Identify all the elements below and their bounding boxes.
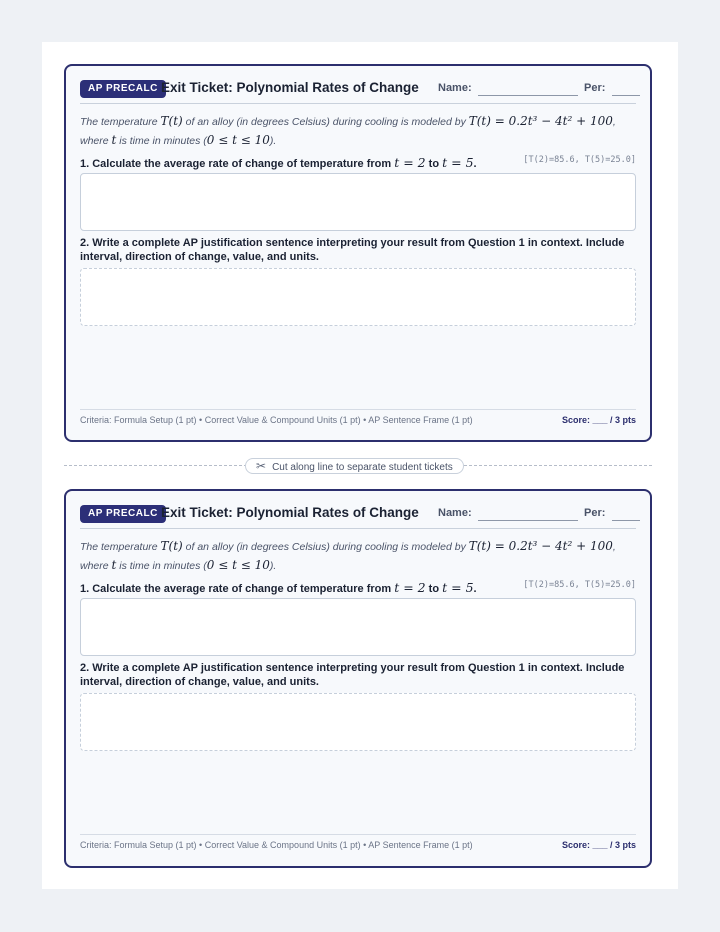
header-divider: [80, 103, 636, 104]
question-2: 2. Write a complete AP justification sentence interpreting your result from Question 1 in context. Include interval, direction of change, value, and units.: [80, 662, 625, 688]
question-1-text: .: [473, 583, 477, 595]
exit-ticket-1: [64, 64, 652, 442]
values-hint: [T(2)=85.6, T(5)=25.0]: [523, 155, 636, 165]
question-1-text: 1. Calculate the average rate of change of temperature from: [80, 158, 395, 170]
exit-ticket-2: [64, 489, 652, 868]
prompt-text: ).: [269, 135, 277, 147]
problem-prompt: [80, 537, 636, 575]
values-hint: [T(2)=85.6, T(5)=25.0]: [523, 580, 636, 590]
question-1-answer-box[interactable]: [80, 598, 636, 656]
question-2-answer-box[interactable]: [80, 268, 636, 326]
question-1-text: to: [425, 583, 443, 595]
footer-divider: [80, 409, 636, 410]
prompt-text: The temperature: [80, 541, 161, 553]
scissors-icon: ✂: [256, 459, 267, 473]
prompt-text: The temperature: [80, 116, 161, 128]
footer-divider: [80, 834, 636, 835]
prompt-text: is time in minutes (: [116, 560, 207, 572]
question-1-text: .: [473, 158, 477, 170]
question-2: 2. Write a complete AP justification sentence interpreting your result from Question 1 in context. Include interval, direction of change, value, and units.: [80, 237, 625, 263]
grading-criteria: Criteria: Formula Setup (1 pt) • Correct Value & Compound Units (1 pt) • AP Sentence Frame (1 pt): [80, 840, 473, 850]
score-line: Score: ___ / 3 pts: [561, 840, 636, 850]
worksheet-page: [42, 42, 678, 889]
course-badge: AP PRECALC: [80, 80, 166, 98]
period-blank[interactable]: [612, 520, 640, 521]
name-label: Name:: [438, 507, 472, 519]
course-badge: AP PRECALC: [80, 505, 166, 523]
name-blank[interactable]: [478, 95, 578, 96]
prompt-text: ).: [269, 560, 277, 572]
ticket-title: Exit Ticket: Polynomial Rates of Change: [161, 505, 419, 520]
problem-prompt: [80, 112, 636, 150]
model-equation: T(t) = 0.2t³ − 4t² + 100: [468, 114, 613, 128]
cut-instruction: [245, 458, 464, 474]
ticket-header: [80, 79, 636, 101]
prompt-text: is time in minutes (: [116, 135, 207, 147]
question-1-text: to: [425, 158, 443, 170]
variable-t: t: [111, 133, 117, 147]
prompt-text: of an alloy (in degrees Celsius) during cooling is modeled by: [182, 541, 469, 553]
function-notation: T(t): [160, 114, 183, 128]
variable-t: t: [111, 558, 117, 572]
header-divider: [80, 528, 636, 529]
score-line: Score: ___ / 3 pts: [561, 415, 636, 425]
interval-end: t = 5: [442, 155, 474, 170]
interval-start: t = 2: [394, 155, 426, 170]
domain-inequality: 0 ≤ t ≤ 10: [206, 133, 270, 147]
interval-start: t = 2: [394, 580, 426, 595]
name-label: Name:: [438, 82, 472, 94]
domain-inequality: 0 ≤ t ≤ 10: [206, 558, 270, 572]
period-label: Per:: [584, 82, 606, 94]
question-1: [80, 155, 477, 170]
model-equation: T(t) = 0.2t³ − 4t² + 100: [468, 539, 613, 553]
name-blank[interactable]: [478, 520, 578, 521]
period-blank[interactable]: [612, 95, 640, 96]
question-1: [80, 580, 477, 595]
period-label: Per:: [584, 507, 606, 519]
interval-end: t = 5: [442, 580, 474, 595]
prompt-text: , where: [80, 541, 616, 572]
cut-label: Cut along line to separate student tickets: [272, 462, 453, 473]
ticket-title: Exit Ticket: Polynomial Rates of Change: [161, 80, 419, 95]
question-1-answer-box[interactable]: [80, 173, 636, 231]
ticket-header: [80, 504, 636, 526]
prompt-text: of an alloy (in degrees Celsius) during cooling is modeled by: [182, 116, 469, 128]
prompt-text: , where: [80, 116, 616, 147]
question-1-text: 1. Calculate the average rate of change of temperature from: [80, 583, 395, 595]
question-2-answer-box[interactable]: [80, 693, 636, 751]
function-notation: T(t): [160, 539, 183, 553]
grading-criteria: Criteria: Formula Setup (1 pt) • Correct Value & Compound Units (1 pt) • AP Sentence Frame (1 pt): [80, 415, 473, 425]
